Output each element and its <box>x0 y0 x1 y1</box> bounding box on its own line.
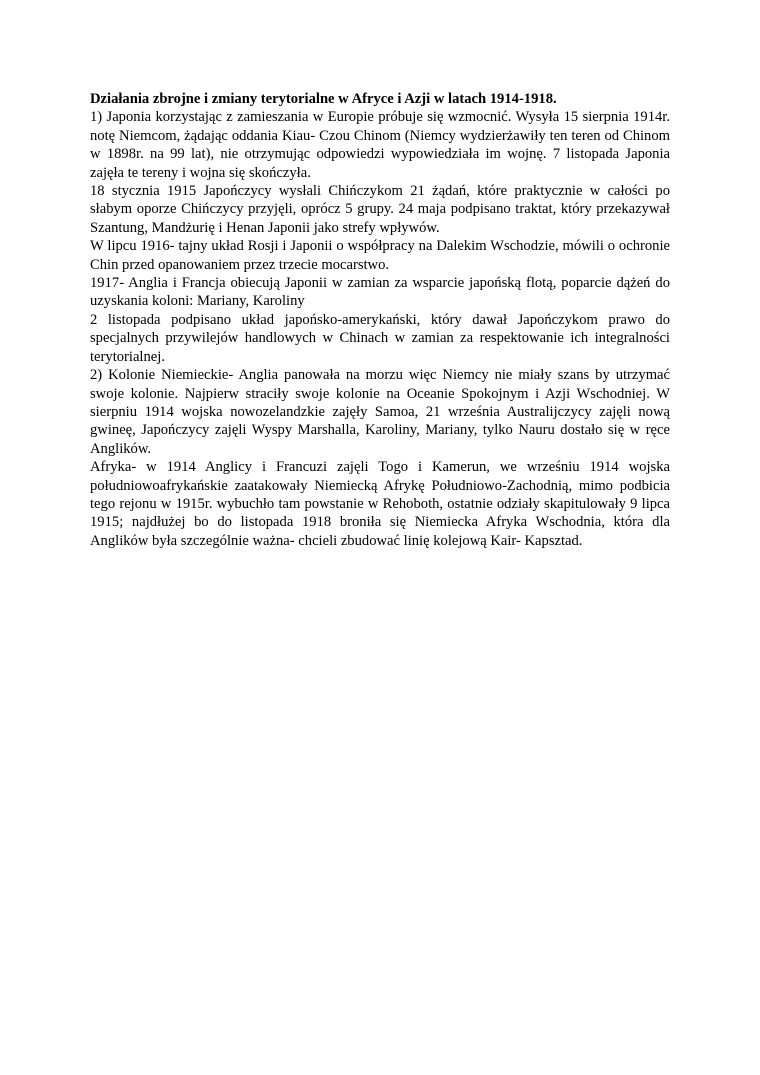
paragraph-21-demands: 18 stycznia 1915 Japończycy wysłali Chińczykom 21 żądań, które praktycznie w całości po słabym oporze Chińczycy przyjęli, oprócz 5 grupy. 24 maja podpisano traktat, który przekazywał Szantung, Mandżurię i Henan Japonii jako strefy wpływów. <box>90 183 670 236</box>
paragraph-africa: Afryka- w 1914 Anglicy i Francuzi zajęli Togo i Kamerun, we wrześniu 1914 wojska południowoafrykańskie zaatakowały Niemiecką Afrykę Południowo-Zachodnią, mimo podbicia tego rejonu w 1915r. wybuchło tam powstanie w Rehoboth, ostatnie odziały skapitulowały 9 lipca 1915; najdłużej bo do listopada 1918 broniła się Niemiecka Afryka Wschodnia, która dla Anglików była szczególnie ważna- chcieli zbudować linię kolejową Kair- Kapsztad. <box>90 459 670 549</box>
paragraph-lansing-ishii: 2 listopada podpisano układ japońsko-amerykański, który dawał Japończykom prawo do specjalnych przywilejów handlowych w Chinach w zamian za respektowanie ich integralności terytorialnej. <box>90 311 670 365</box>
paragraph-1917-promise: 1917- Anglia i Francja obiecują Japonii w zamian za wsparcie japońską flotą, poparcie dążeń do uzyskania koloni: Mariany, Karoliny <box>90 275 670 310</box>
document-title: Działania zbrojne i zmiany terytorialne w Afryce i Azji w latach 1914-1918. <box>90 91 557 107</box>
paragraph-russia-japan-treaty: W lipcu 1916- tajny układ Rosji i Japonii o współpracy na Dalekim Wschodzie, mówili o ochronie Chin przed opanowaniem przez trzecie mocarstwo. <box>90 238 670 273</box>
paragraph-japan-kiautschou: 1) Japonia korzystając z zamieszania w Europie próbuje się wzmocnić. Wysyła 15 sierpnia 1914r. notę Niemcom, żądając oddania Kiau- Czou Chinom (Niemcy wydzierżawiły ten teren od Chinom w 1898r. na 99 lat), nie otrzymując odpowiedzi wypowiedziała im wojnę. 7 listopada Japonia zajęła te tereny i wojna się skończyła. <box>90 109 670 181</box>
paragraph-german-colonies: 2) Kolonie Niemieckie- Anglia panowała na morzu więc Niemcy nie miały szans by utrzymać swoje kolonie. Najpierw straciły swoje kolonie na Oceanie Spokojnym i Azji Wschodniej. W sierpniu 1914 wojska nowozelandzkie zajęły Samoa, 21 września Australijczycy zajęli nową gwineę, Japończycy zajęli Wyspy Marshalla, Karoliny, Mariany, tylko Nauru dostało się w ręce Anglików. <box>90 367 670 457</box>
document-body <box>90 90 670 550</box>
